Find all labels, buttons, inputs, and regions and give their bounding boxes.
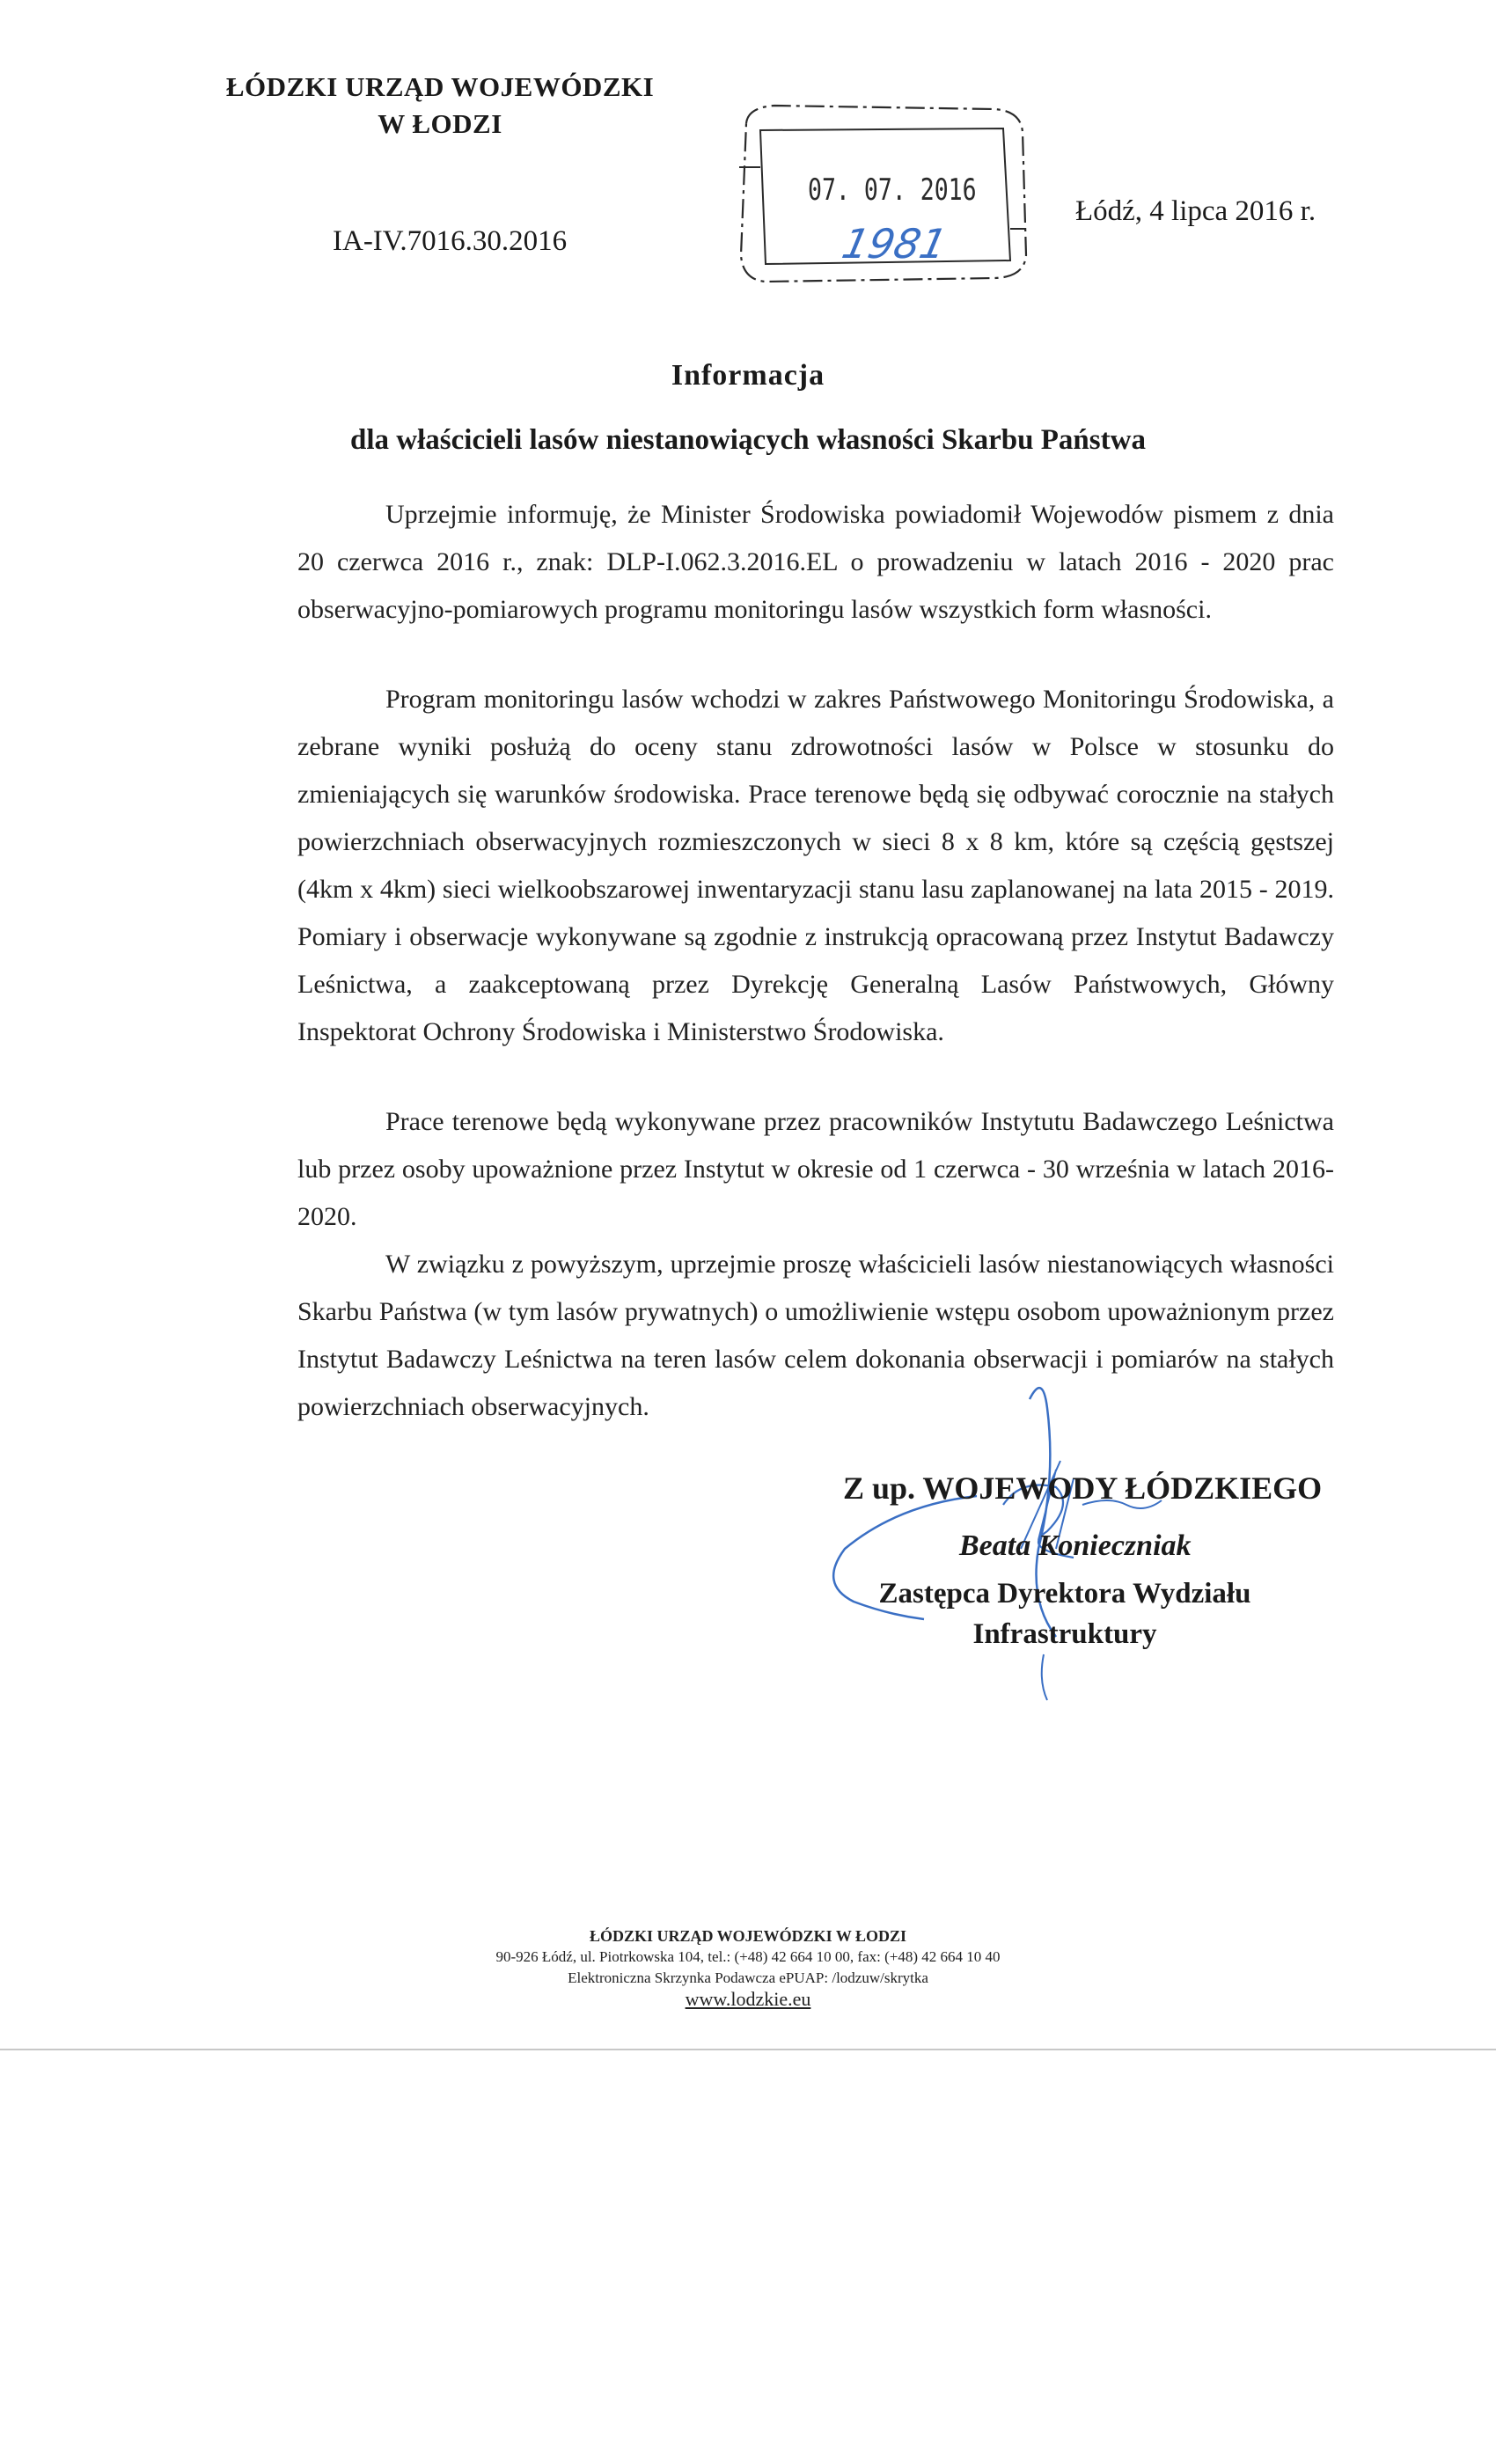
registry-stamp [730,97,1038,290]
stamp-date: 07. 07. 2016 [808,172,977,208]
signatory-name: Beata Konieczniak [959,1529,1192,1562]
office-name-line1: ŁÓDZKI URZĄD WOJEWÓDZKI [225,71,655,102]
document-title: Informacja [671,359,825,392]
scan-edge-line [0,2049,1496,2050]
signature-authority: Z up. WOJEWODY ŁÓDZKIEGO [843,1470,1323,1506]
reference-number: IA-IV.7016.30.2016 [333,225,568,257]
signature-block [792,1373,1338,1716]
footer-epuap: Elektroniczna Skrzynka Podawcza ePUAP: /lodzuw/skrytka [568,1969,928,1986]
stamp-number: 1981 [838,220,951,268]
paragraph-3: Prace terenowe będą wykonywane przez pracowników Instytutu Badawczego Leśnictwa lub przez osoby upoważnione przez Instytut w okresie od 1 czerwca - 30 września w latach 2016-2020. [297,1107,1334,1231]
signatory-role [845,1573,1285,1654]
document-subtitle: dla właścicieli lasów niestanowiących własności Skarbu Państwa [350,424,1146,456]
paragraph-1: Uprzejmie informuję, że Minister Środowiska powiadomił Wojewodów pismem z dnia 20 czerwca 2016 r., znak: DLP-I.062.3.2016.EL o prowadzeniu w latach 2016 - 2020 prac obserwacyjno-pomiarowych programu monitoringu lasów wszystkich form własności. [297,500,1334,624]
footer [0,1925,1496,2010]
office-header [185,69,695,143]
signatory-role-line1: Zastępca Dyrektora Wydziału [878,1578,1251,1610]
signatory-role-line2: Infrastruktury [972,1618,1157,1650]
footer-address: 90-926 Łódź, ul. Piotrkowska 104, tel.: (+48) 42 664 10 00, fax: (+48) 42 664 10 40 [495,1948,1001,1965]
footer-website-link[interactable]: www.lodzkie.eu [685,1988,811,2010]
paragraph-2: Program monitoringu lasów wchodzi w zakres Państwowego Monitoringu Środowiska, a zebrane wyniki posłużą do oceny stanu zdrowotności lasów w Polsce w stosunku do zmieniających się warunków środowiska. Prace terenowe będą się odbywać corocznie na stałych powierzchniach obserwacyjnych rozmieszczonych w sieci 8 x 8 km, które są częścią gęstszej (4km x 4km) sieci wielkoobszarowej inwentaryzacji stanu lasu zaplanowanej na lata 2015 - 2019. Pomiary i obserwacje wykonywane są zgodnie z instrukcją opracowaną przez Instytut Badawczy Leśnictwa, a zaakceptowaną przez Dyrekcję Generalną Lasów Państwowych, Główny Inspektorat Ochrony Środowiska i Ministerstwo Środowiska. [297,685,1334,1046]
place-and-date: Łódź, 4 lipca 2016 r. [1075,195,1316,227]
paragraph-4: W związku z powyższym, uprzejmie proszę właścicieli lasów niestanowiących własności Skarbu Państwa (w tym lasów prywatnych) o umożliwienie wstępu osobom upoważnionym przez Instytut Badawczy Leśnictwa na teren lasów celem dokonania obserwacji i pomiarów na stałych powierzchniach obserwacyjnych. [297,1250,1334,1421]
office-name-line2: W ŁODZI [378,108,502,139]
footer-office-name: ŁÓDZKI URZĄD WOJEWÓDZKI W ŁODZI [589,1927,907,1945]
